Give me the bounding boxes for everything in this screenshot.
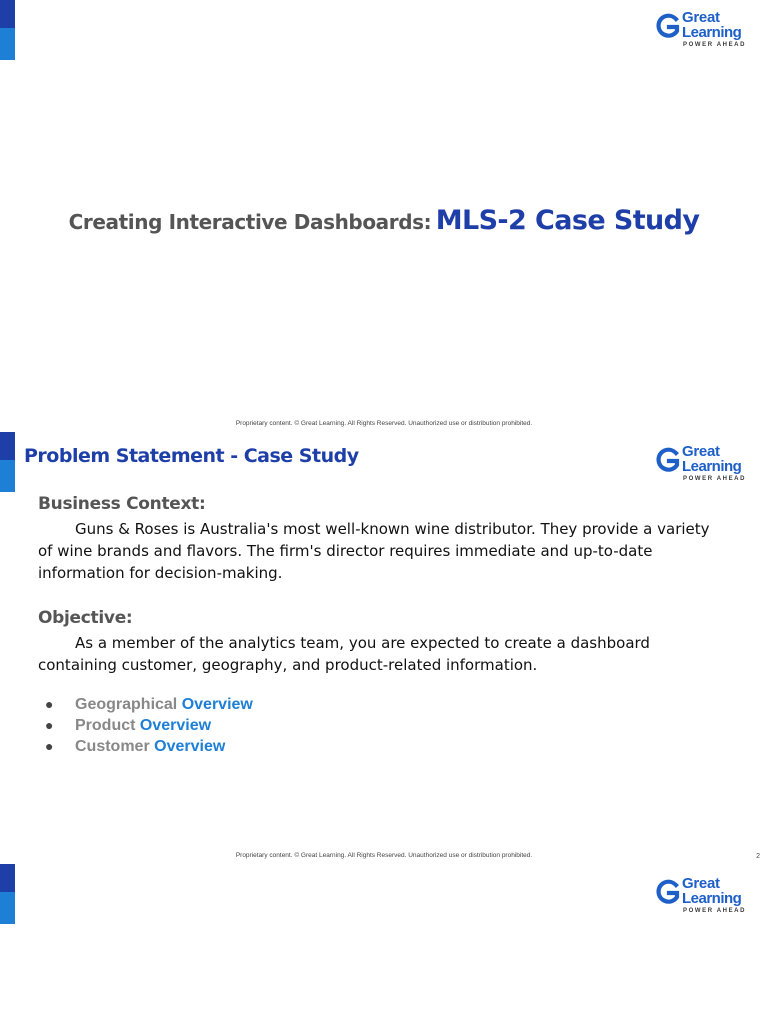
accent-bar: [0, 432, 15, 492]
business-context-heading: Business Context:: [38, 494, 206, 514]
title-prefix: Creating Interactive Dashboards:: [68, 210, 432, 234]
title-main: MLS-2 Case Study: [435, 205, 700, 236]
overview-list: [45, 696, 253, 759]
slide-title: Problem Statement - Case Study: [24, 445, 359, 467]
great-learning-logo: Great Learning POWER AHEAD: [656, 444, 751, 484]
list-item: ● Customer Overview: [45, 738, 226, 755]
great-learning-logo: Great Learning POWER AHEAD: [656, 876, 751, 916]
objective-heading: Objective:: [38, 608, 133, 628]
problem-statement-slide: [0, 432, 768, 864]
great-learning-logo: Great Learning POWER AHEAD: [656, 10, 751, 50]
list-item: ● Geographical Overview: [45, 696, 253, 713]
g-logo-icon: [656, 878, 682, 908]
accent-bar: [0, 864, 15, 924]
next-slide-partial: [0, 864, 768, 1024]
business-context-text: Guns & Roses is Australia's most well-known wine distributor. They provide a variety of wine brands and flavors. The firm's director requires immediate and up-to-date information for decision-making.: [38, 520, 710, 582]
slide-title: [0, 205, 768, 236]
accent-bar: [0, 0, 15, 60]
page-number: 2: [756, 853, 760, 860]
list-item: ● Product Overview: [45, 717, 212, 734]
g-logo-icon: [656, 446, 682, 476]
footer-notice: Proprietary content. © Great Learning. All Rights Reserved. Unauthorized use or distribution prohibited.: [235, 852, 533, 859]
footer-notice: Proprietary content. © Great Learning. All Rights Reserved. Unauthorized use or distribution prohibited.: [235, 420, 533, 427]
objective-text: As a member of the analytics team, you are expected to create a dashboard containing customer, geography, and product-related information.: [38, 634, 650, 674]
g-logo-icon: [656, 12, 682, 42]
title-slide: [0, 0, 768, 432]
